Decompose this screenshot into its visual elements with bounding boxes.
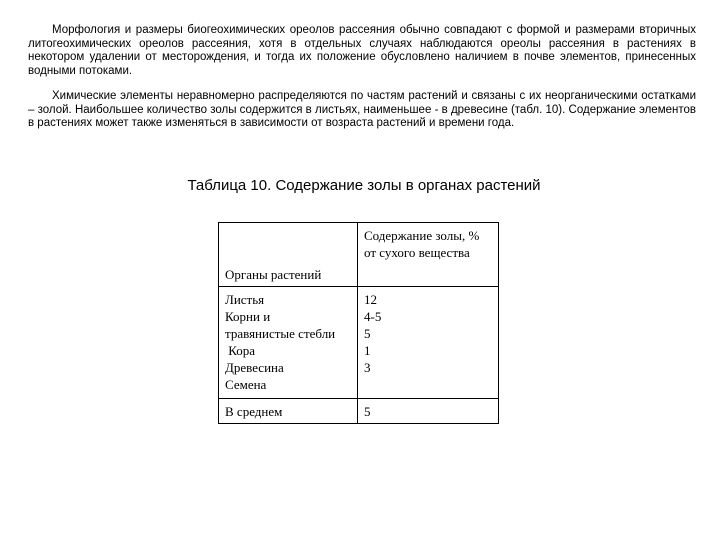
average-label: В среднем bbox=[219, 399, 358, 424]
ash-content-table bbox=[218, 222, 499, 424]
organ-roots: Корни и bbox=[225, 309, 271, 324]
header-organs bbox=[219, 223, 358, 287]
table-row bbox=[219, 287, 499, 399]
table-header-row bbox=[219, 223, 499, 287]
table-caption: Таблица 10. Содержание золы в органах растений bbox=[187, 177, 541, 194]
value-bark: 5 bbox=[364, 326, 371, 341]
value-seeds: 3 bbox=[364, 360, 371, 375]
table-row-average bbox=[219, 399, 499, 424]
header-ash-line-2: от сухого вещества bbox=[364, 245, 470, 260]
organ-bark: Кора bbox=[225, 343, 256, 358]
value-wood: 1 bbox=[364, 343, 371, 358]
header-ash-line-1: Содержание золы, % bbox=[364, 228, 480, 243]
header-ash-content bbox=[358, 223, 499, 287]
values-cell bbox=[358, 287, 499, 399]
value-leaves: 12 bbox=[364, 292, 377, 307]
organ-leaves: Листья bbox=[225, 292, 265, 307]
header-organs-label: Органы растений bbox=[225, 267, 322, 282]
average-value: 5 bbox=[358, 399, 499, 424]
value-roots-stems: 4-5 bbox=[364, 309, 382, 324]
organ-stems: травянистые стебли bbox=[225, 326, 336, 341]
organ-seeds: Семена bbox=[225, 377, 267, 392]
paragraph-morphology: Морфология и размеры биогеохимических ореолов рассеяния обычно совпадают с формой и размерами вторичных литогеохимических ореолов рассеяния, хотя в отдельных случаях наблюдаются ореолы рассеяния в растениях в некотором удалении от месторождения, и тогда их положение обусловлено наличием в почве элементов, принесенных водными потоками. bbox=[28, 24, 696, 77]
organ-wood: Древесина bbox=[225, 360, 284, 375]
paragraph-chemical-elements: Химические элементы неравномерно распределяются по частям растений и связаны с их неорганическими остатками – золой. Наибольшее количество золы содержится в листьях, наименьшее - в древесине (табл. 10). Содержание элементов в растениях может также изменяться в зависимости от возраста растений и времени года. bbox=[28, 90, 696, 129]
organs-cell bbox=[219, 287, 358, 399]
